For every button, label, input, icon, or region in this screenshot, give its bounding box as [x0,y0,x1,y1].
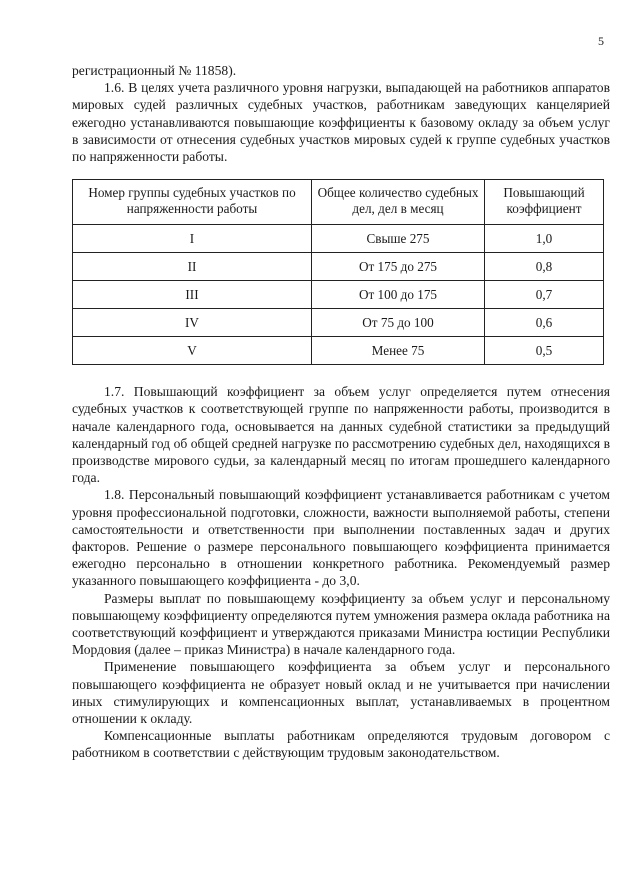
table-row [73,309,604,337]
paragraph-1-8: 1.8. Персональный повышающий коэффициент устанавливается работникам с учетом уровня профессиональной подготовки, сложности, важности выполняемой работы, степени самостоятельности и ответственности при выполнении поставленных задач и других факторов. Решение о размере персонального повышающего коэффициента принимается ежегодно персонально в отношении конкретного работника. Рекомендуемый размер указанного повышающего коэффициента - до 3,0. [72,487,610,589]
table-row [73,253,604,281]
table-cell-group: V [73,337,312,365]
table-cell-cases: Свыше 275 [312,225,485,253]
header-case-count: Общее количество судебных дел, дел в месяц [312,180,485,225]
table-row [73,225,604,253]
table-cell-cases: От 100 до 175 [312,281,485,309]
paragraph-compensation: Компенсационные выплаты работникам определяются трудовым договором с работником в соответствии с действующим трудовым законодательством. [72,728,610,761]
page-number: 5 [598,34,604,48]
table-cell-coefficient: 0,6 [485,309,604,337]
paragraph-coefficient-application: Применение повышающего коэффициента за объем услуг и персонального повышающего коэффициента не образует новый оклад и не учитывается при начислении иных стимулирующих и компенсационных выплат, устанавливаемых в процентном отношении к окладу. [72,659,610,727]
paragraph-payment-sizes: Размеры выплат по повышающему коэффициенту за объем услуг и персональному повышающему коэффициенту определяются путем умножения размера оклада работника на соответствующий коэффициент и утверждаются приказами Министра юстиции Республики Мордовия (далее – приказ Министра) в начале календарного года. [72,590,610,658]
table-row [73,281,604,309]
table-cell-coefficient: 0,7 [485,281,604,309]
table-cell-group: II [73,253,312,281]
table-cell-coefficient: 1,0 [485,225,604,253]
table-cell-cases: Менее 75 [312,337,485,365]
table-header-row [73,180,604,225]
table-cell-coefficient: 0,8 [485,253,604,281]
table-cell-group: I [73,225,312,253]
table-cell-coefficient: 0,5 [485,337,604,365]
table-cell-group: III [73,281,312,309]
coefficient-table [72,179,604,365]
table-row [73,337,604,365]
document-body [72,62,610,762]
paragraph-1-7: 1.7. Повышающий коэффициент за объем услуг определяется путем отнесения судебных участков к соответствующей группе по напряженности работы, производится в начале календарного года, основывается на данных судебной статистики за предыдущий календарный год об общей средней нагрузке по рассмотрению судебных дел, находящихся в производстве мирового судьи, за календарный месяц по итогам прошедшего календарного года. [72,384,610,486]
header-coefficient: Повышающий коэффициент [485,180,604,225]
header-group-number: Номер группы судебных участков по напряженности работы [73,180,312,225]
table-cell-cases: От 75 до 100 [312,309,485,337]
paragraph-1-6: 1.6. В целях учета различного уровня нагрузки, выпадающей на работников аппаратов мировых судей различных судебных участков, работникам заведующих канцелярией ежегодно устанавливаются повышающие коэффициенты к базовому окладу за объем услуг в зависимости от отнесения судебных участков мировых судей к группе судебных участков по напряженности работы. [72,80,610,165]
table-cell-group: IV [73,309,312,337]
table-cell-cases: От 175 до 275 [312,253,485,281]
paragraph-continuation: регистрационный № 11858). [72,63,237,78]
